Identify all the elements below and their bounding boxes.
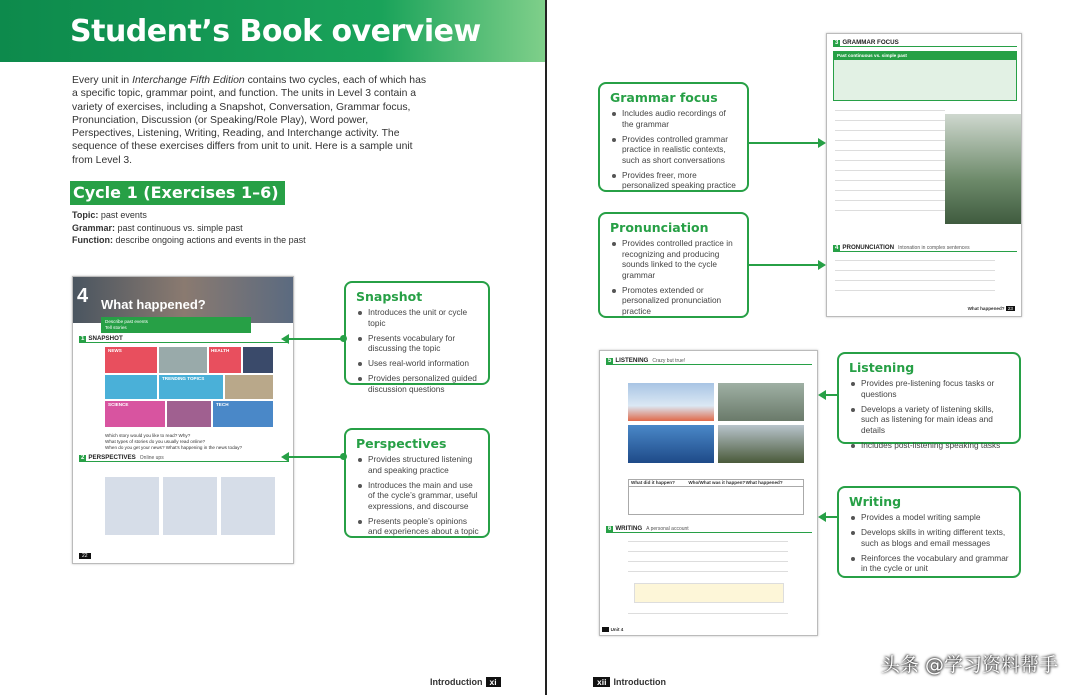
text-line bbox=[835, 170, 945, 171]
table-header: Who/What was it happen? bbox=[688, 480, 746, 485]
snapshot-num: 1 bbox=[81, 336, 85, 342]
callout-item: Reinforces the vocabulary and grammar in the cycle or unit bbox=[849, 553, 1011, 574]
photo-tile bbox=[243, 347, 273, 373]
listening-table bbox=[628, 479, 804, 515]
callout-item: Provides controlled grammar practice in realistic contexts, such as short conversations bbox=[610, 134, 739, 166]
page-title: Student’s Book overview bbox=[70, 14, 481, 49]
grammar-focus-callout bbox=[598, 82, 749, 192]
text-line bbox=[835, 150, 945, 151]
callout-title: Grammar focus bbox=[610, 90, 718, 105]
goal-item: Tell stories bbox=[105, 324, 127, 330]
callout-title: Perspectives bbox=[356, 436, 447, 451]
quote-box bbox=[105, 477, 159, 535]
health-tile: HEALTH bbox=[209, 347, 241, 373]
grammar-photo bbox=[945, 114, 1022, 224]
text-line bbox=[835, 200, 945, 201]
callout-title: Pronunciation bbox=[610, 220, 709, 235]
callout-item: Introduces the unit or cycle topic bbox=[356, 307, 480, 328]
writing-arrow bbox=[825, 516, 837, 518]
footer-text: What happened? bbox=[967, 306, 1005, 311]
arrow-dot bbox=[340, 453, 347, 460]
text-line bbox=[835, 120, 945, 121]
pronunciation-heading bbox=[833, 244, 1017, 252]
text-line bbox=[835, 140, 945, 141]
text-line bbox=[835, 160, 945, 161]
listening-label: LISTENING bbox=[615, 357, 649, 364]
text-line bbox=[628, 613, 788, 614]
goal-item: Describe past events bbox=[105, 319, 148, 324]
callout-item: Provides freer, more personalized speaking practice bbox=[610, 170, 739, 191]
table-header: What did it happen? bbox=[631, 480, 675, 485]
perspectives-heading bbox=[79, 454, 289, 462]
function-label: Function: bbox=[72, 235, 113, 245]
question: What types of stories do you usually read online? bbox=[105, 438, 206, 444]
listening-page-footer bbox=[602, 627, 623, 633]
pronunciation-num: 4 bbox=[835, 245, 839, 251]
unit-number: 4 bbox=[77, 285, 89, 307]
callout-item: Includes post-listening speaking tasks bbox=[849, 440, 1011, 451]
topic-label: Topic: bbox=[72, 210, 99, 220]
footer-right bbox=[590, 677, 666, 687]
snapshot-heading bbox=[79, 335, 289, 343]
callout-item: Develops skills in writing different texts, such as blogs and email messages bbox=[849, 527, 1011, 548]
text-line bbox=[628, 571, 788, 572]
text-line bbox=[835, 280, 995, 281]
table-header: What happened? bbox=[745, 480, 783, 485]
callout-item: Introduces the main and use of the cycle’s grammar, useful expressions, and discourse bbox=[356, 480, 480, 512]
callout-item: Presents people’s opinions and experiences about a topic bbox=[356, 516, 480, 537]
pronunciation-arrow bbox=[749, 264, 819, 266]
text-line bbox=[835, 290, 995, 291]
topic-value: past events bbox=[100, 210, 147, 220]
photo-tile bbox=[167, 401, 211, 427]
photo-tile bbox=[159, 347, 207, 373]
callout-title: Snapshot bbox=[356, 289, 423, 304]
quote-box bbox=[221, 477, 275, 535]
listening-photo bbox=[718, 425, 804, 463]
listening-heading bbox=[606, 357, 812, 365]
listening-arrow bbox=[825, 394, 837, 396]
footer-label: Introduction bbox=[430, 677, 483, 687]
photo-tile bbox=[105, 375, 157, 399]
text-line bbox=[835, 180, 945, 181]
callout-list bbox=[610, 108, 739, 191]
footer-page-num: xii bbox=[593, 677, 610, 687]
tech-tile: TECH bbox=[213, 401, 273, 427]
perspectives-sub: Online ups bbox=[139, 455, 164, 461]
intro-book-title: Interchange Fifth Edition bbox=[132, 75, 245, 86]
intro-text-2: contains two cycles, each of which has a specific topic, grammar point, and function. The units in Level 3 contain a variety of exercises, including a Snapshot, Conversation, Grammar focus, Pronunciation, Discussion (or Speaking/Role Play), Word power, Perspectives, Listening, Writing, Reading, and Interchange activity. The sequence of these exercises differs from unit to unit. Here is a sample unit from Level 3. bbox=[72, 75, 427, 166]
text-line bbox=[628, 541, 788, 542]
footer-page-num: xi bbox=[486, 677, 501, 687]
page-number: 23 bbox=[1007, 306, 1013, 311]
callout-title: Writing bbox=[849, 494, 902, 509]
text-line bbox=[628, 551, 788, 552]
snapshot-callout bbox=[344, 281, 490, 394]
callout-item: Promotes extended or personalized pronunciation practice bbox=[610, 285, 739, 317]
watermark: 头条 @学习资料帮手 bbox=[880, 654, 1058, 676]
grammar-box-title: Past continuous vs. simple past bbox=[834, 52, 1016, 60]
quote-box bbox=[163, 477, 217, 535]
pronunciation-label: PRONUNCIATION bbox=[842, 244, 895, 251]
cycle-title: Cycle 1 (Exercises 1–6) bbox=[70, 181, 285, 205]
grammar-num: 3 bbox=[835, 40, 839, 46]
writing-callout bbox=[837, 486, 1021, 578]
callout-list bbox=[849, 378, 1011, 450]
writing-heading bbox=[606, 525, 812, 533]
grammar-page-footer bbox=[968, 306, 1015, 312]
text-line bbox=[835, 190, 945, 191]
science-tile: SCIENCE bbox=[105, 401, 165, 427]
callout-item: Provides personalized guided discussion questions bbox=[356, 373, 480, 394]
callout-list bbox=[356, 307, 480, 394]
text-line bbox=[835, 210, 945, 211]
callout-item: Provides pre-listening focus tasks or questions bbox=[849, 378, 1011, 399]
text-line bbox=[835, 110, 945, 111]
callout-item: Presents vocabulary for discussing the topic bbox=[356, 333, 480, 354]
arrow-dot bbox=[340, 335, 347, 342]
perspectives-num: 2 bbox=[81, 455, 85, 461]
unit-goals bbox=[101, 317, 251, 333]
perspectives-arrow bbox=[288, 456, 342, 458]
callout-list bbox=[356, 454, 480, 537]
text-line bbox=[835, 130, 945, 131]
trending-tile: TRENDING TOPICS bbox=[159, 375, 223, 399]
news-tile: NEWS bbox=[105, 347, 157, 373]
header-band bbox=[0, 0, 545, 62]
intro-text-1: Every unit in bbox=[72, 75, 133, 86]
callout-item: Provides a model writing sample bbox=[849, 512, 1011, 523]
callout-item: Includes audio recordings of the grammar bbox=[610, 108, 739, 129]
question: When do you get your news? What’s happening in the news today? bbox=[105, 444, 243, 450]
unit-page-thumbnail bbox=[72, 276, 294, 564]
snapshot-tiles bbox=[105, 347, 273, 427]
text-line bbox=[835, 260, 995, 261]
listening-page-thumbnail bbox=[599, 350, 818, 636]
writing-sub: A personal account bbox=[646, 526, 689, 532]
table-header-row bbox=[629, 480, 803, 487]
snapshot-label: SNAPSHOT bbox=[88, 335, 123, 342]
callout-item: Provides controlled practice in recognizing and producing sounds linked to the cycle grammar bbox=[610, 238, 739, 280]
callout-item: Uses real-world information bbox=[356, 358, 480, 369]
page-number: 22 bbox=[79, 553, 91, 559]
grammar-arrow bbox=[749, 142, 819, 144]
snapshot-questions bbox=[105, 433, 285, 450]
photo-tile bbox=[225, 375, 273, 399]
question: Which story would you like to read? Why? bbox=[105, 433, 191, 438]
callout-item: Provides structured listening and speaking practice bbox=[356, 454, 480, 475]
grammar-heading bbox=[833, 39, 1017, 47]
grammar-label: Grammar: bbox=[72, 222, 116, 233]
perspectives-callout bbox=[344, 428, 490, 538]
footer-text: Unit 4 bbox=[610, 627, 624, 632]
snapshot-arrow bbox=[288, 338, 342, 340]
callout-item: Develops a variety of listening skills, such as listening for main ideas and details bbox=[849, 404, 1011, 436]
perspectives-label: PERSPECTIVES bbox=[88, 454, 136, 461]
unit-title: What happened? bbox=[101, 297, 206, 312]
callout-title: Listening bbox=[849, 360, 915, 375]
pronunciation-sub: Intonation in complex sentences bbox=[898, 245, 970, 251]
footer-left bbox=[430, 677, 504, 687]
callout-list bbox=[610, 238, 739, 316]
listening-photo bbox=[628, 383, 714, 421]
listening-photo bbox=[628, 425, 714, 463]
writing-label: WRITING bbox=[615, 525, 643, 532]
grammar-label: GRAMMAR FOCUS bbox=[842, 39, 899, 46]
pronunciation-callout bbox=[598, 212, 749, 318]
listening-callout bbox=[837, 352, 1021, 450]
text-line bbox=[628, 561, 788, 562]
text-line bbox=[835, 270, 995, 271]
grammar-box bbox=[833, 51, 1017, 101]
writing-num: 6 bbox=[608, 526, 612, 532]
listening-num: 5 bbox=[608, 358, 612, 364]
grammar-value: past continuous vs. simple past bbox=[117, 222, 243, 233]
callout-list bbox=[849, 512, 1011, 574]
writing-sample bbox=[634, 583, 784, 603]
intro-paragraph bbox=[72, 74, 432, 167]
footer-label: Introduction bbox=[613, 677, 666, 687]
listening-sub: Crazy but true! bbox=[652, 358, 686, 364]
function-value: describe ongoing actions and events in the past bbox=[115, 235, 306, 245]
grammar-page-thumbnail bbox=[826, 33, 1022, 317]
cycle-meta bbox=[72, 209, 306, 247]
listening-photo bbox=[718, 383, 804, 421]
